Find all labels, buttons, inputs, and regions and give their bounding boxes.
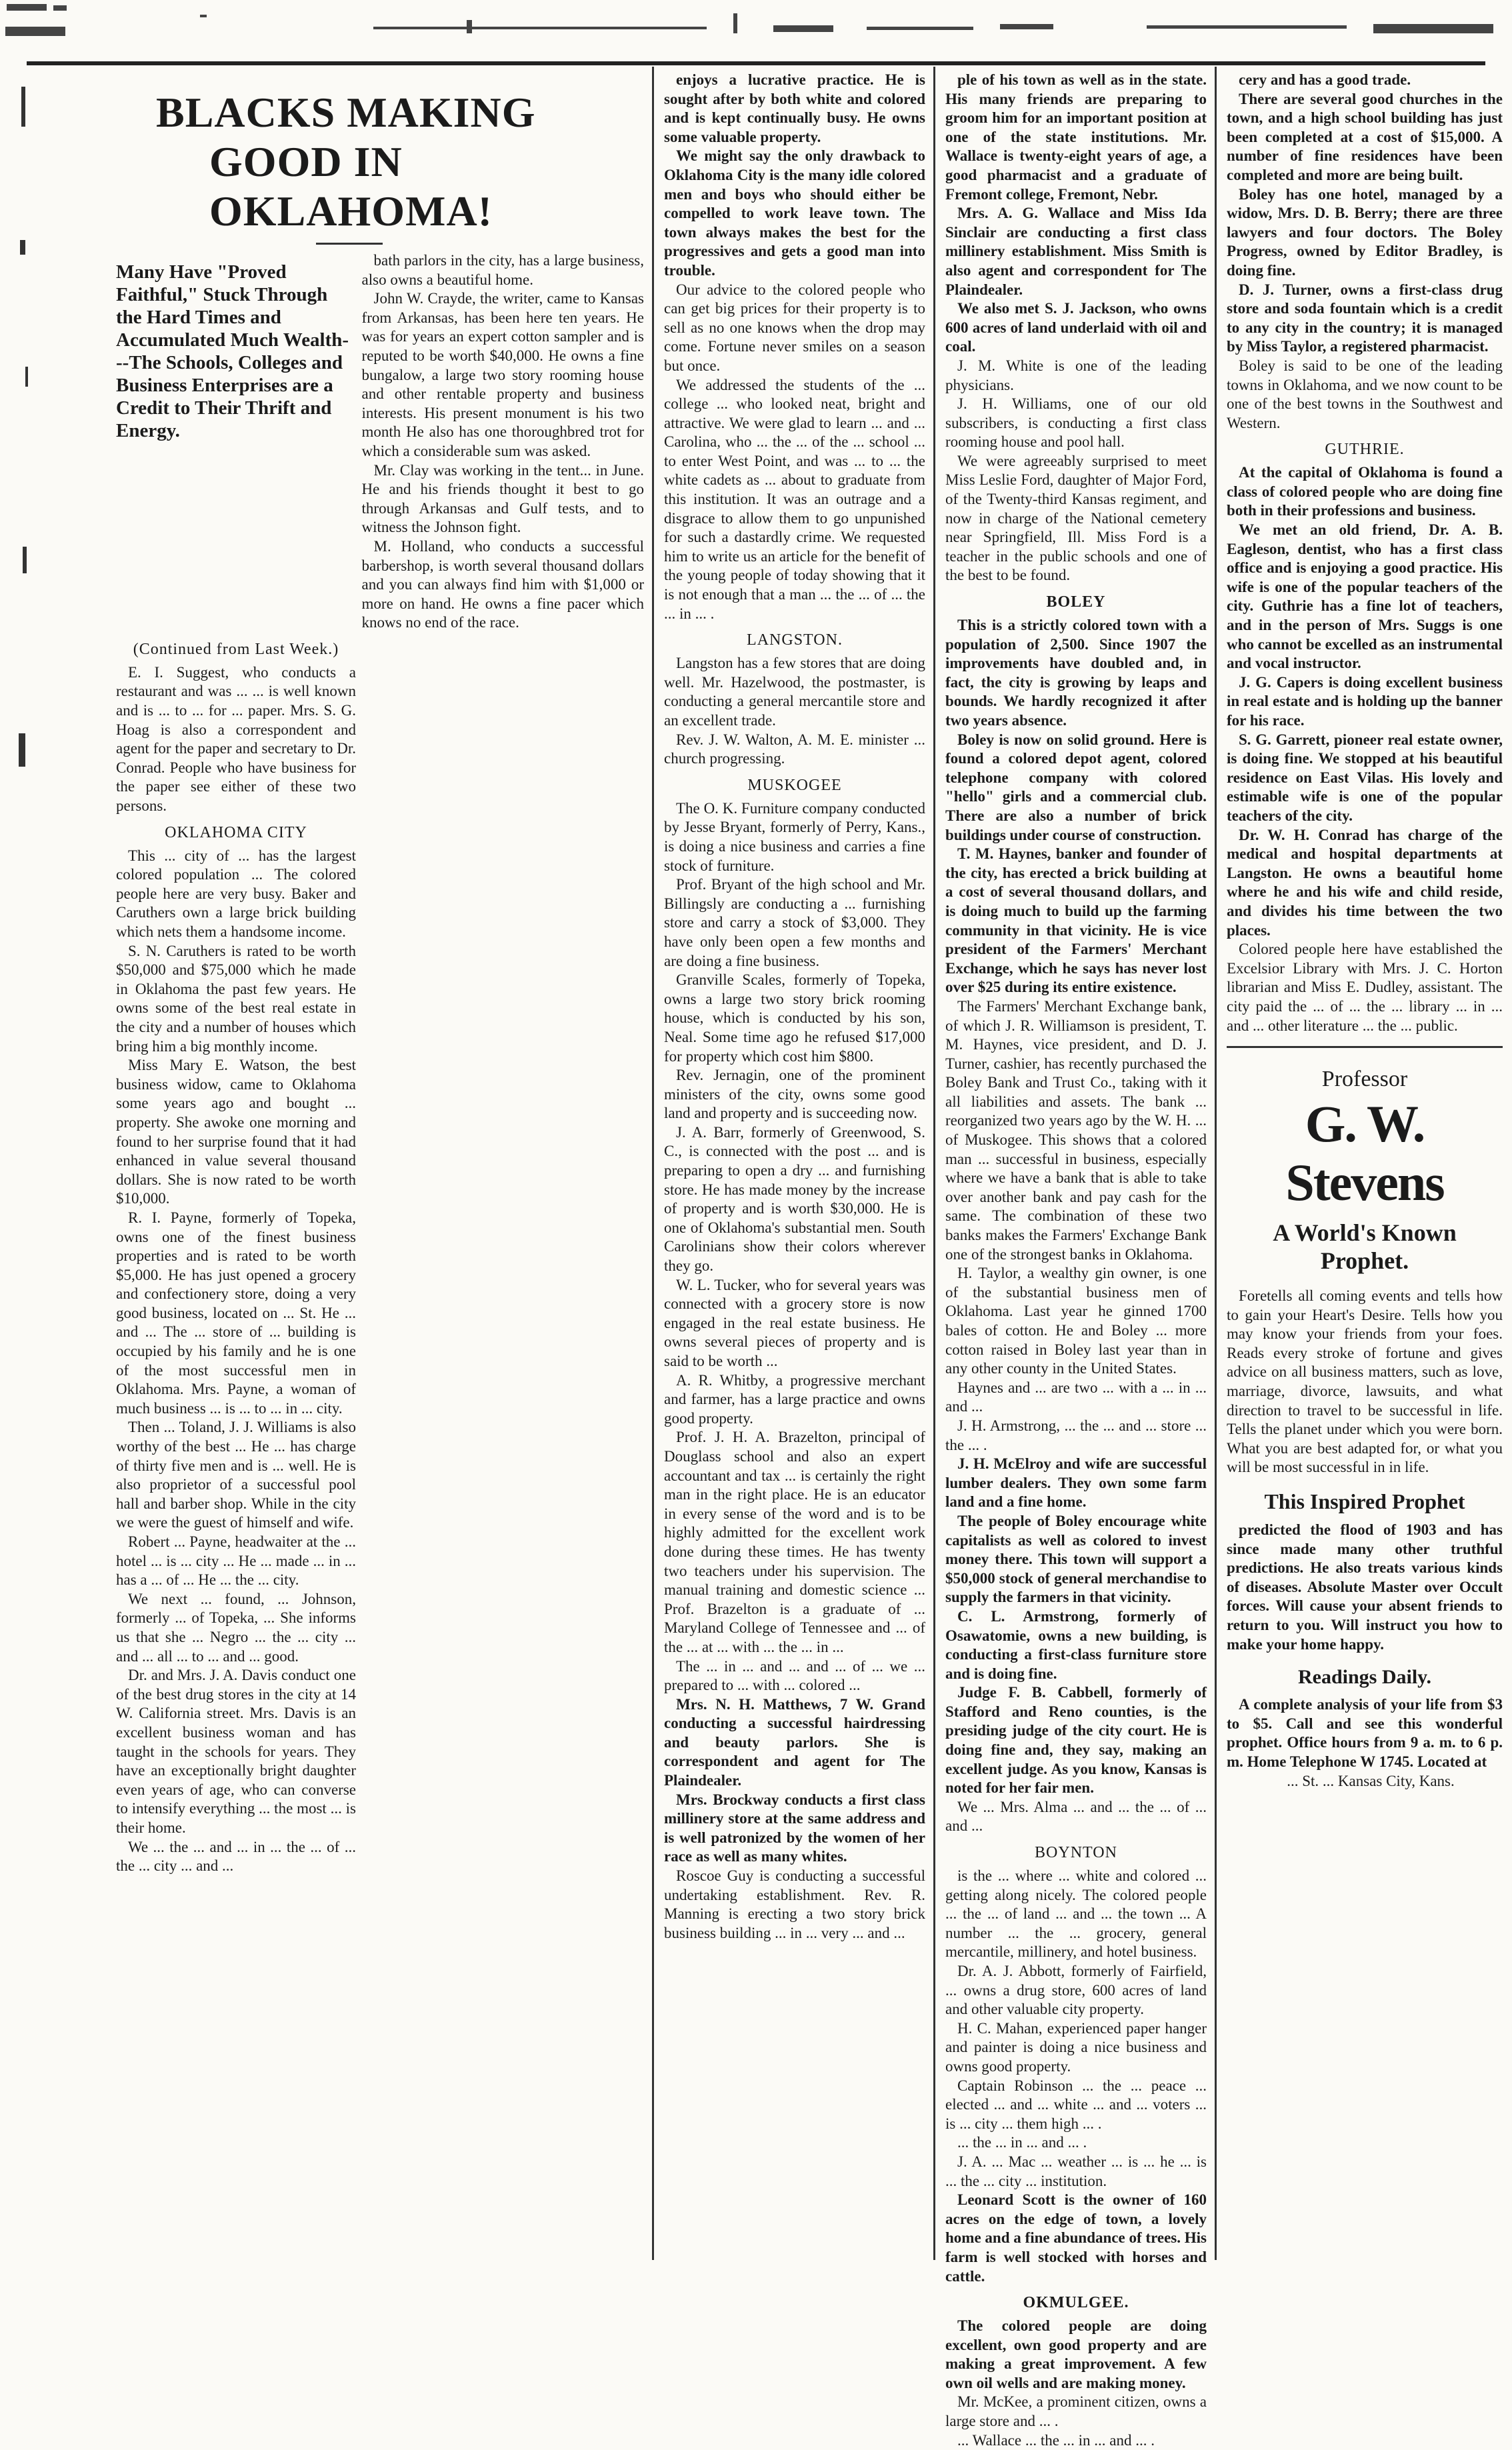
paragraph: John W. Crayde, the writer, came to Kansas from Arkansas, has been here ten years. He was for years an expert cotton sampler and is reputed to be worth $40,000. He owns a fine bungalow, a large two story rooming house and other rentable property and business interests. His present monument is his two month He also has one thoroughbred trot for which a considerable sum was asked. [361, 290, 644, 459]
top-margin-noise [0, 0, 1512, 53]
column-1 [107, 71, 653, 2261]
paragraph: Langston has a few stores that are doing well. Mr. Hazelwood, the postmaster, is conducting a general mercantile store and an excellent trade. [664, 655, 925, 729]
paragraph: Mrs. A. G. Wallace and Miss Ida Sinclair are conducting a first class millinery establishment. Miss Smith is also agent and correspondent for The Plaindealer. [945, 205, 1207, 298]
section-heading-muskogee: MUSKOGEE [747, 776, 842, 794]
headline-line-2: GOOD IN OKLAHOMA! [209, 138, 493, 235]
paragraph: S. G. Garrett, pioneer real estate owner, is doing fine. We stopped at his beautiful residence on East Vilas. His lovely and estimable wife is one of the popular teachers of the city. [1227, 731, 1503, 824]
paragraph: Mrs. N. H. Matthews, 7 W. Grand conducting a successful hairdressing and beauty parlors. She is correspondent and agent for The Plaindealer. [664, 1695, 925, 1789]
paragraph: The colored people are doing excellent, own good property and are making a great improvement. A few own oil wells and are making money. [945, 2317, 1207, 2391]
paragraph: Dr. and Mrs. J. A. Davis conduct one of the best drug stores in the city at 14 W. California street. Mrs. Davis is an excellent business woman and has taught in the schools for years. They have an exceptionally bright daughter even years of age, who can converse to intensify everything ... the most ... is their home. [116, 1667, 356, 1836]
advertisement [1227, 1046, 1503, 1791]
section-heading-boley: BOLEY [1046, 593, 1106, 611]
paragraph: D. J. Turner, owns a first-class drug store and soda fountain which is a credit to any city in the country; it is managed by Miss Taylor, a registered pharmacist. [1227, 281, 1503, 355]
left-margin-marks [19, 80, 45, 880]
paragraph: Captain Robinson ... the ... peace ... elected ... and ... white ... and ... voters ... is ... city ... them high ... . [945, 2077, 1207, 2132]
paragraph: Dr. W. H. Conrad has charge of the medical and hospital departments at Langston. He owns a beautiful home where he and his wife and child reside, and divides his time between the two places. [1227, 826, 1503, 939]
ad-body: A complete analysis of your life from $3 to $5. Call and see this wonderful prophet. Office hours from 9 a. m. to 6 p. m. Home Telephone W 1745. Located at [1227, 1696, 1503, 1770]
deck-area [116, 251, 644, 633]
paragraph: J. A. Barr, formerly of Greenwood, S. C., is connected with the post ... and is preparing to open a dry ... and furnishing store. He has made money by the increase of property and is worth $30,000. He is one of Oklahoma's substantial men. South Carolinians show their colors wherever they go. [664, 1123, 925, 1275]
paragraph: The people of Boley encourage white capitalists as well as colored to invest money there. This town will support a $50,000 stock of general merchandise to supply the farmers in that vicinity. [945, 1512, 1207, 1606]
paragraph: We next ... found, ... Johnson, formerly ... of Topeka, ... She informs us that she ... Negro ... the ... city ... and ... all ... to ... and ... good. [116, 1590, 356, 1665]
paragraph: Rev. J. W. Walton, A. M. E. minister ... church progressing. [664, 731, 925, 767]
paragraph: H. Taylor, a wealthy gin owner, is one of the substantial business men of Oklahoma. Last year he ginned 1700 bales of cotton. He and Boley ... more cotton raised in Boley last year than in any other county in the United States. [945, 1265, 1207, 1377]
paragraph: The Farmers' Merchant Exchange bank, of which J. R. Williamson is president, T. M. Haynes, vice president, and D. J. Turner, cashier, has recently purchased the Boley Bank and Trust Co., taking with it all liabilities and assets. The bank ... reorganized two years ago by the W. H. ... of Muskogee. This shows that a colored man ... successful in business, especially where we have a bank that is able to take over another bank and pay cash for the same. The combination of these two banks makes the Farmers' Exchange Bank one of the strongest banks in Oklahoma. [945, 997, 1207, 1263]
paragraph: bath parlors in the city, has a large business, also owns a beautiful home. [361, 252, 644, 288]
paragraph: We were agreeably surprised to meet Miss Leslie Ford, daughter of Major Ford, of the Twenty-third Kansas regiment, and now in charge of the National cemetery near Springfield, Ill. Miss Ford is a teacher in the public schools and one of the best to be found. [945, 452, 1207, 584]
headline-rule [316, 243, 383, 245]
section-heading-okmulgee: OKMULGEE. [1023, 2294, 1129, 2312]
ad-body: predicted the flood of 1903 and has since made many other truthful predictions. He also treats various kinds of diseases. Absolute Master over Occult forces. Will cause your absent friends to return to you. Will instruct you how to make your home happy. [1227, 1521, 1503, 1653]
ad-prefix: Professor [1321, 1067, 1408, 1092]
paragraph: We might say the only drawback to Oklahoma City is the many idle colored men and boys who should either be compelled to work leave town. The town always makes the best for the progressives and gets a good man into trouble. [664, 147, 925, 279]
paragraph: Roscoe Guy is conducting a successful undertaking establishment. Rev. R. Manning is erecting a two story brick business building ... in ... very ... and ... [664, 1867, 925, 1941]
paragraph: We ... Mrs. Alma ... and ... the ... of ... and ... [945, 1798, 1207, 1835]
paragraph: Mr. Clay was working in the tent... in June. He and his friends thought it best to go through Arkansas and Gulf tests, and to witness the Johnson fight. [361, 461, 644, 536]
paragraph: Boley is said to be one of the leading towns in Oklahoma, and we now count to be one of the best towns in the Southwest and Western. [1227, 357, 1503, 431]
paragraph: Granville Scales, formerly of Topeka, owns a large two story brick rooming house, which is conducted by his son, Neal. Some time ago he refused $17,000 for property which cost him $800. [664, 971, 925, 1065]
section-heading-guthrie: GUTHRIE. [1325, 441, 1405, 459]
section-heading-langston: LANGSTON. [747, 631, 843, 649]
paragraph: T. M. Haynes, banker and founder of the city, has erected a brick building at a cost of several thousand dollars, and is doing much to build up the farming community in that vicinity. He is vice president of the Farmers' Merchant Exchange, which he says has never lost over $25 during its entire existence. [945, 845, 1207, 996]
left-subcolumn [116, 639, 356, 1876]
deck-right-text [353, 251, 644, 633]
ad-name: G. W. Stevens [1285, 1095, 1444, 1212]
paragraph: Colored people here have established the Excelsior Library with Mrs. J. C. Horton librarian and Miss E. Dudley, assistant. The city paid the ... of ... the ... library ... in ... and ... other literature ... the ... public. [1227, 941, 1503, 1034]
paragraph: C. L. Armstrong, formerly of Osawatomie, owns a new building, is conducting a first-class furniture store and is doing fine. [945, 1607, 1207, 1682]
paragraph: Mrs. Brockway conducts a first class millinery store at the same address and is well patronized by the women of her race as well as many whites. [664, 1791, 925, 1865]
paragraph: J. G. Capers is doing excellent business in real estate and is holding up the banner for his race. [1227, 673, 1503, 729]
ad-footer: ... St. ... Kansas City, Kans. [1287, 1772, 1455, 1789]
paragraph: This is a strictly colored town with a population of 2,500. Since 1907 the improvements have doubled and, in fact, the city is growing by leaps and bounds. We hardly recognized it after two years absence. [945, 617, 1207, 729]
paragraph: ... Wallace ... the ... in ... and ... . [957, 2431, 1155, 2449]
paragraph: S. N. Caruthers is rated to be worth $50,000 and $75,000 which he made in Oklahoma the past few years. He owns some of the best real estate in the city and a number of houses which bring him a big monthly income. [116, 942, 356, 1055]
paragraph: enjoys a lucrative practice. He is sought after by both white and colored and is kept continually busy. He owns some valuable property. [664, 71, 925, 145]
paragraph: J. H. McElroy and wife are successful lumber dealers. They own some farm land and a fine home. [945, 1455, 1207, 1511]
paragraph: E. I. Suggest, who conducts a restaurant and was ... ... is well known and is ... to ... for ... paper. Mrs. S. G. Hoag is also a correspondent and agent for the paper and secretary to Dr. Conrad. People who have business for the paper see either of these two persons. [116, 663, 356, 815]
paragraph: H. C. Mahan, experienced paper hanger and painter is doing a nice business and owns good property. [945, 2019, 1207, 2075]
ad-heading: Readings Daily. [1297, 1666, 1432, 1689]
column-2 [655, 71, 935, 2261]
ad-tagline: A World's Known Prophet. [1273, 1219, 1457, 1275]
paragraph: Mr. McKee, a prominent citizen, owns a large store and ... . [945, 2393, 1207, 2430]
paragraph: We addressed the students of the ... college ... who looked neat, bright and attractive. We were glad to learn ... and ... Carolina, who ... the ... of the ... school ... to enter West Point, and was ... to ... the white cadets as ... about to graduate from this institution. It was an outrage and a disgrace to allow them to go unpunished for such a dastardly crime. We requested him to write us an article for the benefit of the young people of today showing that it is not enough that a man ... the ... of ... the ... in ... . [664, 376, 925, 622]
paragraph: ... the ... in ... and ... . [957, 2134, 1087, 2151]
paragraph: Robert ... Payne, headwaiter at the ... hotel ... is ... city ... He ... made ... in ... has a ... of ... He ... the ... city. [116, 1533, 356, 1589]
paragraph: Leonard Scott is the owner of 160 acres on the edge of town, a lovely home and a fine abundance of trees. His farm is well stocked with horses and cattle. [945, 2191, 1207, 2285]
column-3 [936, 71, 1216, 2449]
paragraph: The ... in ... and ... and ... of ... we ... prepared to ... with ... colored ... [664, 1657, 925, 1694]
paragraph: J. A. ... Mac ... weather ... is ... he ... is ... the ... city ... institution. [945, 2153, 1207, 2189]
paragraph: There are several good churches in the town, and a high school building has just been completed at a cost of $15,000. A number of fine residences have been completed and more are being built. [1227, 90, 1503, 183]
paragraph: Rev. Jernagin, one of the prominent ministers of the city, owns some good land and property and is succeeding now. [664, 1067, 925, 1122]
paragraph: The O. K. Furniture company conducted by Jesse Bryant, formerly of Perry, Kans., is doing a nice business and carries a fine stock of furniture. [664, 799, 925, 874]
paragraph: Then ... Toland, J. J. Williams is also worthy of the best ... He ... has charge of thirty five men and is ... well. He is also proprietor of a successful pool hall and barber shop. While in the city we were the guest of himself and wife. [116, 1419, 356, 1531]
masthead-rule [27, 61, 1485, 65]
paragraph: is the ... where ... white and colored ... getting along nicely. The colored people ... the ... of land ... and ... the town ... A number ... the ... grocery, general mercantile, millinery, and hotel business. [945, 1867, 1207, 1961]
paragraph: cery and has a good trade. [1239, 71, 1411, 88]
paragraph: We ... the ... and ... in ... the ... of ... the ... city ... and ... [116, 1838, 356, 1875]
paragraph: Boley is now on solid ground. Here is found a colored depot agent, colored telephone company with colored "hello" girls and a commercial club. There are also a number of brick buildings under course of construction. [945, 731, 1207, 843]
column-4 [1217, 71, 1512, 2261]
paragraph: M. Holland, who conducts a successful barbershop, is worth several thousand dollars and you can always find him with $1,000 or more on hand. He owns a fine pacer which knows no end of the race. [361, 537, 644, 631]
deck: Many Have "Proved Faithful," Stuck Through the Hard Times and Accumulated Much Wealth---The Schools, Colleges and Business Enterprises are a Credit to Their Thrift and Energy. [116, 261, 349, 441]
paragraph: Prof. J. H. A. Brazelton, principal of Douglass school and also an expert accountant and tax ... is certainly the right man in the right place. He is an educator in every sense of the word and is to be highly admitted for the excellent work done during these times. He has twenty two teachers under his supervision. The manual training and domestic science ... Prof. Brazelton is a graduate of ... Maryland College of Tennessee and ... of the ... at ... with ... the ... in ... [664, 1429, 925, 1655]
paragraph: J. M. White is one of the leading physicians. [945, 357, 1207, 393]
paragraph: We also met S. J. Jackson, who owns 600 acres of land underlaid with oil and coal. [945, 300, 1207, 355]
ad-heading: This Inspired Prophet [1264, 1489, 1465, 1514]
section-heading-okc: OKLAHOMA CITY [165, 823, 307, 841]
paragraph: Miss Mary E. Watson, the best business widow, came to Oklahoma some years ago and bought ... property. She awoke one morning and found to her surprise found that it had enhanced in value several thousand dollars. She is now rated to be worth $10,000. [116, 1057, 356, 1207]
paragraph: J. H. Williams, one of our old subscribers, is conducting a first class rooming house and pool hall. [945, 395, 1207, 451]
paragraph: Haynes and ... are two ... with a ... in ... and ... [945, 1379, 1207, 1415]
paragraph: Boley has one hotel, managed by a widow, Mrs. D. B. Berry; there are three lawyers and four doctors. The Boley Progress, owned by Editor Bradley, is doing fine. [1227, 185, 1503, 279]
headline-line-1: BLACKS MAKING [156, 89, 536, 136]
continued-note: (Continued from Last Week.) [133, 640, 339, 658]
paragraph: ple of his town as well as in the state. His many friends are preparing to groom him for an important position at one of the state institutions. Mr. Wallace is twenty-eight years of age, a good pharmacist and a graduate of Fremont college, Fremont, Nebr. [945, 71, 1207, 203]
paragraph: Dr. A. J. Abbott, formerly of Fairfield, ... owns a drug store, 600 acres of land and other valuable city property. [945, 1963, 1207, 2018]
paragraph: Prof. Bryant of the high school and Mr. Billingsly are conducting a ... furnishing store and carry a stock of $3,000. They have only been open a few months and are doing a fine business. [664, 876, 925, 969]
paragraph: J. H. Armstrong, ... the ... and ... store ... the ... . [945, 1417, 1207, 1453]
paragraph: This ... city of ... has the largest colored population ... The colored people here are very busy. Baker and Caruthers own a large brick building which nets them a handsome income. [116, 847, 356, 940]
paragraph: R. I. Payne, formerly of Topeka, owns one of the finest business properties and is rated to be worth $5,000. He has just opened a grocery and confectionery store, doing a very good business, located on ... St. He ... and ... The ... store of ... building is occupied by his family and he is one of the most successful men in Oklahoma. Mrs. Payne, a woman of much business ... is ... to ... in ... city. [116, 1209, 356, 1417]
paragraph: Judge F. B. Cabbell, formerly of Stafford and Reno counties, is the presiding judge of the city court. He is doing fine and, they say, making an excellent judge. As you know, Kansas is noted for her fair men. [945, 1684, 1207, 1797]
paragraph: A. R. Whitby, a progressive merchant and farmer, has a large practice and owns good property. [664, 1371, 925, 1427]
ad-body: Foretells all coming events and tells how to gain your Heart's Desire. Tells how you may know your friends from your foes. Reads every stroke of fortune and gives advice on all business matters, such as love, marriage, divorce, lawsuits, and what direction to travel to be successful in life. Tells the planet under which you were born. What you are best adapted for, or what you will be most successful in in life. [1227, 1287, 1503, 1476]
section-heading-boynton: BOYNTON [1035, 1844, 1117, 1862]
paragraph: W. L. Tucker, who for several years was connected with a grocery store is now engaged in the real estate business. He owns several pieces of property and is said to be worth ... [664, 1276, 925, 1369]
paragraph: Our advice to the colored people who can get big prices for their property is to sell as no one knows when the drop may come. Fortune never smiles on a season but once. [664, 281, 925, 374]
paragraph: We met an old friend, Dr. A. B. Eagleson, dentist, who has a first class office and is enjoying a good practice. His wife is one of the popular teachers of the city. Guthrie has a fine lot of teachers, and in the person of Mrs. Suggs is one who cannot be excelled as an instrumental and vocal instructor. [1227, 521, 1503, 672]
paragraph: At the capital of Oklahoma is found a class of colored people who are doing fine both in their professions and business. [1227, 464, 1503, 519]
